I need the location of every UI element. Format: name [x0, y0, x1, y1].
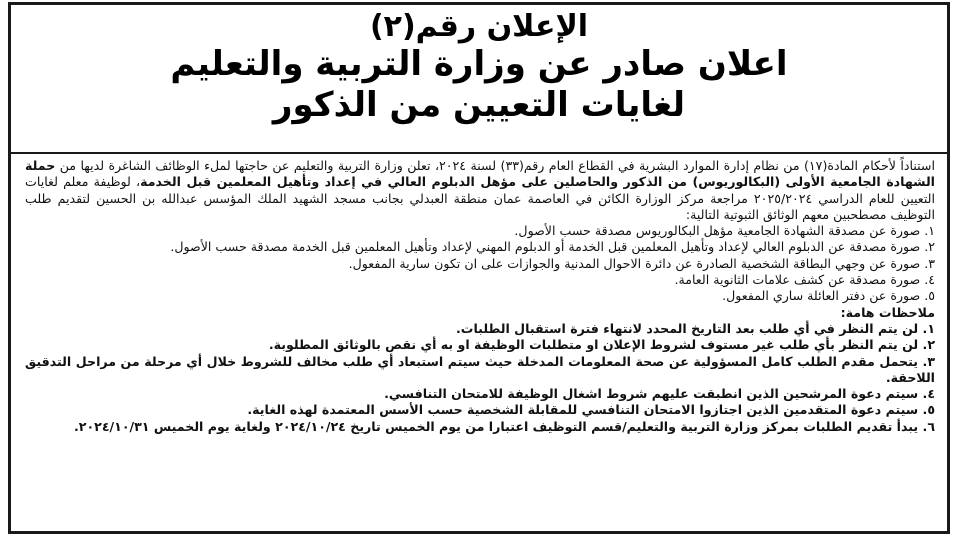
note-item: ٢. لن يتم النظر بأي طلب غير مستوف لشروط الإعلان او متطلبات الوظيفة او به أي نقص بالوثائق المطلوبة.: [268, 337, 935, 353]
announcement-frame: [8, 2, 950, 534]
intro-text-c: ، لوظيفة معلم لغايات التعيين للعام الدراسي ٢٠٢٥/٢٠٢٤ مراجعة مركز الوزارة الكائن في العاصمة عمان منطقة العبدلي بجانب مسجد الشهيد الملك المؤسس عبدالله بن الحسين لتقديم طلب التوظيف مصطحبين معهم الوثائق الثبوتية التالية:: [25, 174, 936, 222]
note-item: ٥. سيتم دعوة المتقدمين الذين اجتازوا الامتحان التنافسي للمقابلة الشخصية حسب الأسس المعتمدة لهذه الغاية.: [247, 402, 935, 418]
announcement-header: [11, 5, 947, 125]
announcement-body: [25, 158, 935, 435]
intro-text-a: استناداً لأحكام المادة(١٧) من نظام إدارة الموارد البشرية في القطاع العام رقم(٣٣) لسنة ٢٠٢٤، تعلن وزارة التربية والتعليم عن حاجتها لملء الوظائف الشاغرة لديها من: [55, 158, 935, 173]
document-item: ١. صورة عن مصدقة الشهادة الجامعية مؤهل البكالوريوس مصدقة حسب الأصول.: [514, 223, 935, 239]
intro-text-qualification: حملة الشهادة الجامعية الأولى (البكالوريوس) من الذكور والحاصلين على مؤهل الدبلوم العالي في إعداد وتأهيل المعلمين قبل الخدمة: [25, 158, 935, 190]
document-item: ٢. صورة مصدقة عن الدبلوم العالي لإعداد وتأهيل المعلمين قبل الخدمة أو الدبلوم المهني لإعداد وتأهيل المعلمين قبل الخدمة مصدقة حسب الأصول.: [170, 239, 935, 255]
announcement-purpose: لغايات التعيين من الذكور: [272, 84, 686, 125]
notes-title: ملاحظات هامة:: [840, 304, 935, 320]
note-item: ٦. يبدأ تقديم الطلبات بمركز وزارة التربية والتعليم/قسم التوظيف اعتبارا من يوم الخميس تاريخ ٢٠٢٤/١٠/٢٤ ولغاية يوم الخميس ٢٠٢٤/١٠/٣١.: [73, 418, 935, 434]
note-item: ١. لن يتم النظر في أي طلب بعد التاريخ المحدد لانتهاء فترة استقبال الطلبات.: [456, 320, 935, 336]
note-item: ٣. يتحمل مقدم الطلب كامل المسؤولية عن صحة المعلومات المدخلة حيث سيتم استبعاد أي طلب مخالف للشروط خلال أي مرحلة من مراحل التدقيق اللاحقة.: [25, 353, 935, 385]
announcement-number: الإعلان رقم(٢): [369, 9, 589, 44]
document-item: ٣. صورة عن وجهي البطاقة الشخصية الصادرة عن دائرة الاحوال المدنية والجوازات على ان تكون سارية المفعول.: [348, 255, 935, 271]
header-divider: [11, 152, 947, 154]
document-item: ٤. صورة مصدقة عن كشف علامات الثانوية العامة.: [674, 272, 935, 288]
document-item: ٥. صورة عن دفتر العائلة ساري المفعول.: [722, 288, 935, 304]
note-item: ٤. سيتم دعوة المرشحين الذين انطبقت عليهم شروط اشغال الوظيفة للامتحان التنافسي.: [384, 386, 935, 402]
announcement-issuer: اعلان صادر عن وزارة التربية والتعليم: [170, 44, 788, 85]
intro-paragraph: [25, 158, 935, 223]
